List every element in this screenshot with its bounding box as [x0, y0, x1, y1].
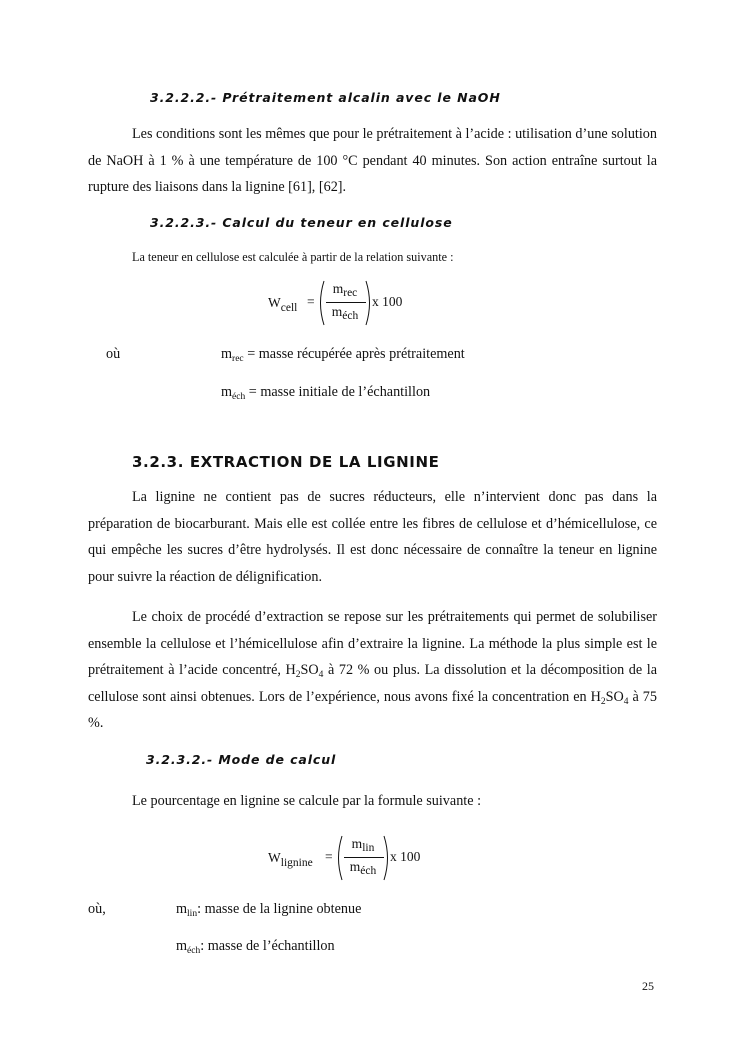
formula2-numerator: $m_{lin}$ [351, 836, 375, 854]
definition-mech: $m_{éch}$ = masse initiale de l’échantillon [221, 384, 431, 402]
formula-cellulose [268, 278, 418, 328]
formula-denominator: $m_{éch}$ [331, 304, 359, 322]
formula-lignine [268, 833, 438, 883]
formula-times: x 100 [372, 294, 403, 309]
cellulose-intro: La teneur en cellulose est calculée à partir de la relation suivante : [132, 250, 454, 264]
formula2-lhs: Wlignine [268, 850, 313, 869]
heading-3232: 3.2.3.2.- Mode de calcul [146, 752, 337, 767]
fraction-bar-2 [344, 857, 384, 858]
where-label-1: où [106, 346, 121, 362]
paragraph-lignine-2: Le choix de procédé d’extraction se repose sur les prétraitements qui permet de solubiliser ensemble la cellulose et l’hémicellulose afin d’extraire la lignine. La méthode la plus simple est le prétraitement à l’acide concentré, $H_2SO_4$ à 72 % ou plus. La dissolution et la décomposition de la cellulose sont ainsi obtenues. Lors de l’expérience, nous avons fixé la concentration en $H_2SO_4$ à 75 %. [88, 609, 657, 731]
formula-numerator: $m_{rec}$ [332, 281, 358, 299]
formula-equals: = [307, 294, 315, 309]
definition-mrec: $m_{rec}$ = masse récupérée après prétraitement [221, 346, 465, 364]
paragraph-lignine-1: La lignine ne contient pas de sucres réducteurs, elle n’intervient donc pas dans la préparation de biocarburant. Mais elle est collée entre les fibres de cellulose et d’hémicellulose, ce qui empêche les sucres d’être hydrolysés. Il est donc nécessaire de connaître la teneur en lignine pour suivre la réaction de délignification. [88, 489, 657, 585]
lignine-intro: Le pourcentage en lignine se calcule par la formule suivante : [132, 793, 482, 809]
where-label-2: où, [88, 901, 106, 917]
formula2-equals: = [325, 849, 333, 864]
formula-lhs: Wcell [268, 295, 298, 314]
fraction-bar [326, 302, 366, 303]
paragraph-naoh: Les conditions sont les mêmes que pour le prétraitement à l’acide : utilisation d’une solution de NaOH à 1 % à une température de 100 °C pendant 40 minutes. Son action entraîne surtout la rupture des liaisons dans la lignine [61], [62]. [88, 126, 657, 195]
page-number: 25 [642, 979, 654, 993]
heading-323: 3.2.3. EXTRACTION DE LA LIGNINE [132, 453, 440, 471]
formula2-denominator: $m_{éch}$ [349, 859, 377, 877]
formula2-times: x 100 [390, 849, 421, 864]
definition-mlin: $m_{lin}$: masse de la lignine obtenue [176, 901, 362, 919]
definition-mech-2: $m_{éch}$: masse de l’échantillon [176, 938, 335, 956]
heading-3222: 3.2.2.2.- Prétraitement alcalin avec le NaOH [150, 90, 501, 105]
heading-3223: 3.2.2.3.- Calcul du teneur en cellulose [150, 215, 453, 230]
